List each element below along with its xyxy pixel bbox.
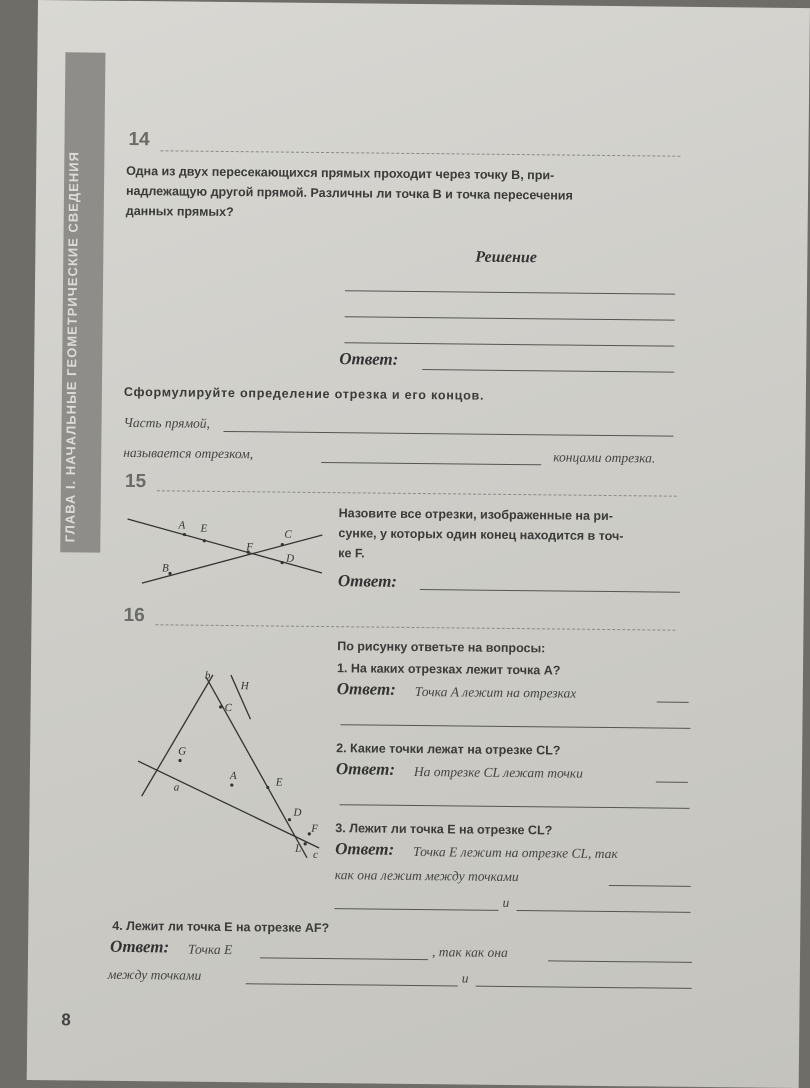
task-16-a4-line-2[interactable] — [548, 959, 692, 963]
task-16-a3-line-3[interactable] — [516, 909, 690, 913]
task-16-a1-text: Точка A лежит на отрезках — [414, 683, 577, 701]
task-16-a3-line-1[interactable] — [609, 884, 691, 887]
definition-part1: Часть прямой, — [123, 414, 211, 431]
task-14-answer-label: Ответ: — [339, 349, 399, 369]
task-14-answer-line[interactable] — [422, 368, 674, 373]
task-16-a2-line-1[interactable] — [656, 781, 688, 783]
task-16-a3-line-2[interactable] — [334, 907, 498, 911]
definition-part2: называется отрезком, — [123, 444, 254, 462]
task-16-a4-text2: между точками — [107, 966, 202, 983]
task-16-q3: 3. Лежит ли точка E на отрезке CL? — [335, 821, 553, 838]
definition-line-2[interactable] — [321, 461, 541, 465]
definition-part3: концами отрезка. — [553, 449, 656, 466]
fig15-label-a: A — [178, 519, 186, 532]
task-16-q2: 2. Какие точки лежат на отрезке CL? — [336, 741, 561, 758]
task-16-a3-and: и — [502, 894, 510, 910]
task-14-line1: Одна из двух пересекающихся прямых проходит через точку B, при- — [126, 163, 555, 183]
task-16-a3-label: Ответ: — [335, 839, 395, 859]
task-14-text — [126, 161, 707, 227]
fig16-label-c: C — [224, 701, 233, 715]
solution-line-3[interactable] — [344, 341, 674, 346]
task-15-number: 15 — [124, 470, 147, 493]
task-16-a4-mid: , так как она — [431, 944, 508, 960]
task-16-q1: 1. На каких отрезках лежит точка A? — [336, 661, 561, 678]
fig16-label-l: L — [295, 842, 302, 855]
task-16-intro: По рисунку ответьте на вопросы: — [337, 639, 546, 656]
fig15-label-c: C — [284, 528, 292, 541]
fig16-label-line-a: a — [173, 781, 180, 794]
task-16-a1-line-2[interactable] — [340, 723, 690, 729]
task-14-number: 14 — [128, 128, 150, 151]
task-16-a1-label: Ответ: — [336, 679, 396, 699]
task-16-number: 16 — [123, 604, 145, 627]
task-16-a2-line-2[interactable] — [340, 803, 690, 809]
definition-prompt: Сформулируйте определение отрезка и его концов. — [123, 384, 485, 403]
task-16-divider — [155, 623, 675, 630]
fig16-label-f: F — [311, 822, 319, 835]
task-15-answer-label: Ответ: — [337, 571, 398, 591]
fig16-label-e: E — [275, 776, 283, 789]
fig15-label-e: E — [200, 522, 208, 535]
task-15-line2: сунке, у которых один конец находится в точ- — [338, 526, 624, 544]
task-15-text — [338, 503, 699, 567]
definition-line-1[interactable] — [223, 430, 673, 437]
fig15-label-f: F — [246, 541, 254, 554]
task-16-q4: 4. Лежит ли точка E на отрезке AF? — [112, 918, 330, 936]
fig16-label-line-c: c — [312, 848, 319, 861]
fig16-label-d: D — [293, 806, 302, 819]
task-16-figure — [129, 666, 331, 868]
solution-label: Решение — [475, 248, 538, 267]
workbook-page — [27, 0, 810, 1088]
task-16-a4-line-1[interactable] — [260, 956, 428, 960]
fig16-label-b: b — [204, 669, 211, 682]
task-16-a4-text: Точка E — [187, 941, 233, 958]
fig16-label-g: G — [178, 745, 187, 758]
task-14-line3: данных прямых? — [125, 203, 234, 220]
task-15-answer-line[interactable] — [420, 588, 680, 593]
chapter-side-tab — [60, 52, 105, 552]
task-15-figure — [122, 501, 333, 593]
solution-line-2[interactable] — [345, 315, 675, 320]
task-16-a1-line-1[interactable] — [657, 701, 689, 703]
task-16-a2-text: На отрезке CL лежат точки — [413, 763, 583, 781]
task-16-a4-label: Ответ: — [109, 936, 170, 957]
task-15-divider — [157, 489, 677, 496]
task-14-line2: надлежащую другой прямой. Различны ли точка B и точка пересечения — [125, 183, 573, 203]
task-16-a2-label: Ответ: — [335, 759, 396, 779]
fig15-label-d: D — [286, 552, 295, 565]
task-16-a4-line-4[interactable] — [476, 985, 692, 989]
fig16-label-a: A — [229, 770, 237, 783]
task-14-divider — [160, 149, 680, 156]
fig15-label-b: B — [161, 562, 169, 575]
task-16-a3-text: Точка E лежит на отрезке CL, так — [413, 843, 618, 862]
solution-line-1[interactable] — [345, 289, 675, 294]
task-16-a4-and: и — [461, 970, 469, 986]
page-number: 8 — [61, 1010, 71, 1030]
fig16-label-h: H — [240, 680, 249, 693]
chapter-title: ГЛАВА I. НАЧАЛЬНЫЕ ГЕОМЕТРИЧЕСКИЕ СВЕДЕНИЯ — [62, 151, 82, 543]
task-16-a4-line-3[interactable] — [246, 982, 458, 986]
task-15-line3: ке F. — [338, 546, 365, 561]
task-16-a3-text2: как она лежит между точками — [334, 867, 519, 885]
task-15-line1: Назовите все отрезки, изображенные на ри- — [338, 506, 614, 524]
